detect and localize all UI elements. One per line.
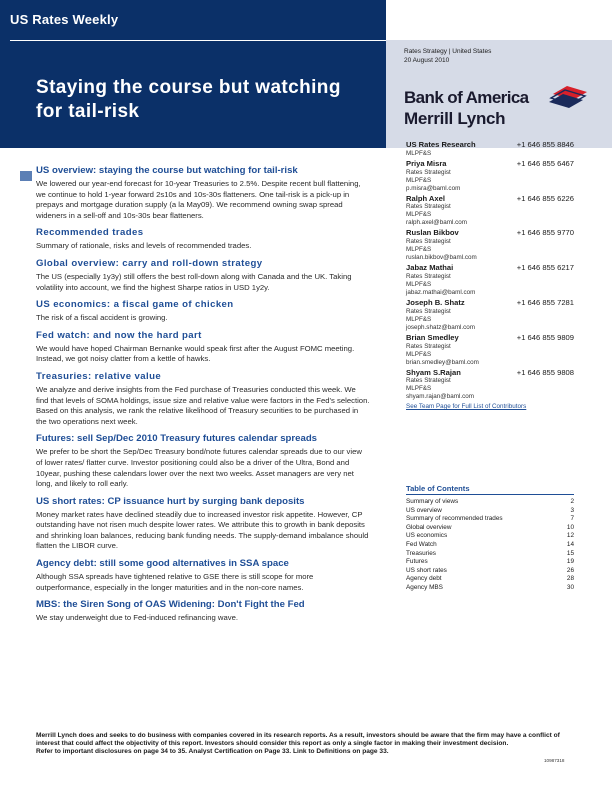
contact-firm: MLPF&S (406, 211, 432, 219)
toc-item[interactable] (406, 567, 574, 576)
contact-email[interactable]: ruslan.bikbov@baml.com (406, 254, 477, 262)
section-body: We prefer to be short the Sep/Dec Treasury bond/note futures calendar spreads due to our view of lower rates/ flatter curve. Investor positioning could also be a driver of the Ultra, Bond and 10year, pushing these calendars lower over the next two weeks. Asset managers are very net long, and likely to roll early. (36, 447, 362, 489)
contact-firm: MLPF&S (406, 385, 432, 393)
contact-entry (406, 140, 574, 158)
contact-entry (406, 298, 574, 332)
toc-item-label: Summary of views (406, 498, 459, 505)
contact-firm: MLPF&S (406, 315, 432, 323)
main-content (36, 165, 370, 630)
toc-item-label: Summary of recommended trades (406, 515, 503, 523)
flag-logo-icon (549, 84, 591, 108)
contact-name: Ruslan Bikbov (406, 228, 459, 238)
section-global-overview (36, 258, 370, 293)
section-body: The US (especially 1y3y) still offers the best roll-down along with Canada and the UK. Taking volatility into account, we find the highest Sharpe ratios in USD 1y2y. (36, 271, 352, 292)
section-heading: US short rates: CP issuance hurt by surging bank deposits (36, 495, 305, 507)
disclaimer (36, 732, 576, 757)
contact-name: US Rates Research (406, 140, 476, 149)
disclaimer-text: Merrill Lynch does and seeks to do business with companies covered in its research reports. As a result, investors should be aware that the firm may have a conflict of interest that could affect the objectivity of this report. Investors should consider this report as only a single factor in making their investment decision. (36, 732, 560, 748)
toc-item-label: Futures (406, 558, 428, 566)
contact-list (406, 140, 574, 410)
contact-phone: +1 646 855 9808 (516, 367, 574, 377)
toc-item-label: US short rates (406, 566, 447, 574)
team-page-link[interactable]: See Team Page for Full List of Contributors (406, 403, 527, 411)
contact-name: Brian Smedley (406, 332, 459, 342)
toc-item[interactable] (406, 558, 574, 567)
section-us-economics (36, 299, 370, 324)
toc-item-label: US economics (406, 532, 448, 540)
toc-item[interactable] (406, 498, 574, 507)
toc-item-page: 28 (566, 575, 574, 583)
section-heading: Futures: sell Sep/Dec 2010 Treasury futures calendar spreads (36, 433, 318, 445)
toc-item-page: 15 (566, 549, 574, 557)
toc-item[interactable] (406, 532, 574, 541)
toc-item-page: 30 (566, 583, 574, 591)
contact-email[interactable]: p.misra@baml.com (406, 184, 461, 192)
toc-item-page: 7 (570, 515, 574, 523)
section-futures (36, 433, 370, 489)
toc-item-label: US overview (406, 506, 442, 514)
contact-role: Rates Strategist (406, 272, 451, 280)
contact-name: Shyam S.Rajan (406, 367, 461, 377)
contact-name: Joseph B. Shatz (406, 297, 465, 307)
toc-item[interactable] (406, 550, 574, 559)
contact-firm: MLPF&S (406, 350, 432, 358)
section-body: We analyze and derive insights from the Fed purchase of Treasuries conducted this week. We find that levels of SOMA holdings, issue size and relative value were factors in the Fed's selection. Based on this analysis, we rank the relative likelihood of Treasury securities to be purchased in the two operations next week. (36, 384, 370, 426)
contact-role: Rates Strategist (406, 238, 451, 246)
section-fed-watch (36, 330, 370, 365)
section-body: The risk of a fiscal accident is growing. (36, 313, 168, 323)
contact-entry (406, 368, 574, 402)
contact-entry (406, 333, 574, 367)
strategy-label: Rates Strategy | United States (404, 48, 492, 55)
section-heading: Agency debt: still some good alternatives in SSA space (36, 558, 289, 570)
section-heading: MBS: the Siren Song of OAS Widening: Don't Fight the Fed (36, 599, 305, 611)
bank-logo (404, 88, 604, 132)
report-date: 20 August 2010 (404, 57, 450, 64)
toc-item[interactable] (406, 515, 574, 524)
toc-item[interactable] (406, 541, 574, 550)
section-marker (20, 171, 32, 181)
table-of-contents (406, 484, 574, 593)
section-heading: Fed watch: and now the hard part (36, 329, 202, 341)
contact-email[interactable]: jabaz.mathai@baml.com (406, 288, 476, 296)
contact-email[interactable]: joseph.shatz@baml.com (406, 323, 476, 331)
toc-item-page: 12 (566, 532, 574, 540)
contact-email[interactable]: shyam.rajan@baml.com (406, 393, 474, 401)
contact-phone: +1 646 855 6467 (516, 158, 574, 168)
logo-line1: Bank of America (404, 88, 529, 107)
toc-item-page: 10 (566, 523, 574, 531)
section-us-overview (36, 165, 370, 221)
section-body: Summary of rationale, risks and levels of recommended trades. (36, 241, 252, 251)
toc-item-label: Global overview (406, 523, 452, 531)
contact-email[interactable]: ralph.axel@baml.com (406, 219, 467, 227)
contact-name: Ralph Axel (406, 193, 445, 203)
section-body: We lowered our year-end forecast for 10-year Treasuries to 2.5%. Despite recent bull flattening, we continue to hold 1-year forward 2s10s and 10s-30s flatteners. One tail-risk is a pick-up in prepays and mortgage duration supply (a la May09). We recommend owning swap spread wideners in a sell-off and 10s-30s bear flatteners. (36, 179, 361, 220)
report-name: US Rates Weekly (10, 0, 386, 41)
contact-role: Rates Strategist (406, 377, 451, 385)
toc-item-label: Agency MBS (406, 583, 443, 591)
section-body: Although SSA spreads have tightened relative to GSE there is still scope for more outperformance, especially in the longer maturities and in the non-core names. (36, 572, 314, 592)
toc-item-label: Treasuries (406, 549, 436, 557)
section-heading: Recommended trades (36, 227, 144, 239)
contact-entry (406, 194, 574, 228)
section-body: Money market rates have declined steadily due to increased investor risk appetite. However, CP outstanding have not risen much despite lower rates. We attribute this to growth in bank deposits and shrinking loan balances, reducing bank funding needs. The supply-demand imbalance should flatten the LIBOR curve. (36, 509, 369, 551)
contact-entry (406, 263, 574, 297)
toc-item[interactable] (406, 584, 574, 593)
section-heading: Treasuries: relative value (36, 370, 162, 382)
toc-item-page: 3 (570, 506, 574, 514)
section-treasuries (36, 371, 370, 427)
header-band (0, 0, 386, 148)
contact-firm: MLPF&S (406, 176, 432, 184)
contact-role: Rates Strategist (406, 342, 451, 350)
contact-name: Jabaz Mathai (406, 263, 454, 273)
contact-phone: +1 646 855 7281 (516, 297, 574, 307)
contact-name: Priya Misra (406, 158, 447, 168)
toc-item-label: Fed Watch (406, 540, 437, 548)
contact-entry (406, 159, 574, 193)
contact-line: MLPF&S (406, 149, 432, 157)
contact-email[interactable]: brian.smedley@baml.com (406, 358, 479, 366)
section-heading: US economics: a fiscal game of chicken (36, 299, 234, 311)
section-short-rates (36, 496, 370, 552)
section-mbs (36, 599, 370, 624)
logo-line2: Merrill Lynch (404, 109, 506, 128)
contact-phone: +1 646 855 9809 (516, 332, 574, 342)
toc-item[interactable] (406, 507, 574, 516)
contact-firm: MLPF&S (406, 246, 432, 254)
report-title: Staying the course but watching for tail-risk (36, 77, 341, 122)
contact-phone: +1 646 855 6217 (516, 263, 574, 273)
disclosures-reference[interactable]: Refer to important disclosures on page 34 to 35. Analyst Certification on Page 33. Link to Definitions on page 33. (36, 748, 389, 756)
section-recommended-trades (36, 227, 370, 252)
contact-phone: +1 646 855 8846 (516, 140, 574, 149)
contact-role: Rates Strategist (406, 307, 451, 315)
contact-entry (406, 228, 574, 262)
contact-firm: MLPF&S (406, 280, 432, 288)
toc-item-page: 2 (570, 498, 574, 505)
contact-role: Rates Strategist (406, 168, 451, 176)
meta-panel (386, 40, 612, 148)
toc-item-page: 19 (566, 558, 574, 566)
section-body: We stay underweight due to Fed-induced refinancing wave. (36, 613, 238, 623)
toc-title: Table of Contents (406, 484, 574, 495)
document-code: 10987318 (544, 758, 565, 763)
toc-item[interactable] (406, 575, 574, 584)
toc-item-page: 14 (566, 540, 574, 548)
contact-phone: +1 646 855 6226 (516, 193, 574, 203)
toc-item-page: 26 (566, 566, 574, 574)
toc-item[interactable] (406, 524, 574, 533)
toc-item-label: Agency debt (406, 575, 442, 583)
contact-phone: +1 646 855 9770 (516, 228, 574, 238)
section-heading: Global overview: carry and roll-down strategy (36, 257, 263, 269)
section-agency-debt (36, 558, 370, 593)
section-heading: US overview: staying the course but watching for tail-risk (36, 165, 298, 176)
contact-role: Rates Strategist (406, 203, 451, 211)
section-body: We would have hoped Chairman Bernanke would speak first after the August FOMC meeting. Instead, we got noisy clatter from a kettle of hawks. (36, 343, 355, 364)
